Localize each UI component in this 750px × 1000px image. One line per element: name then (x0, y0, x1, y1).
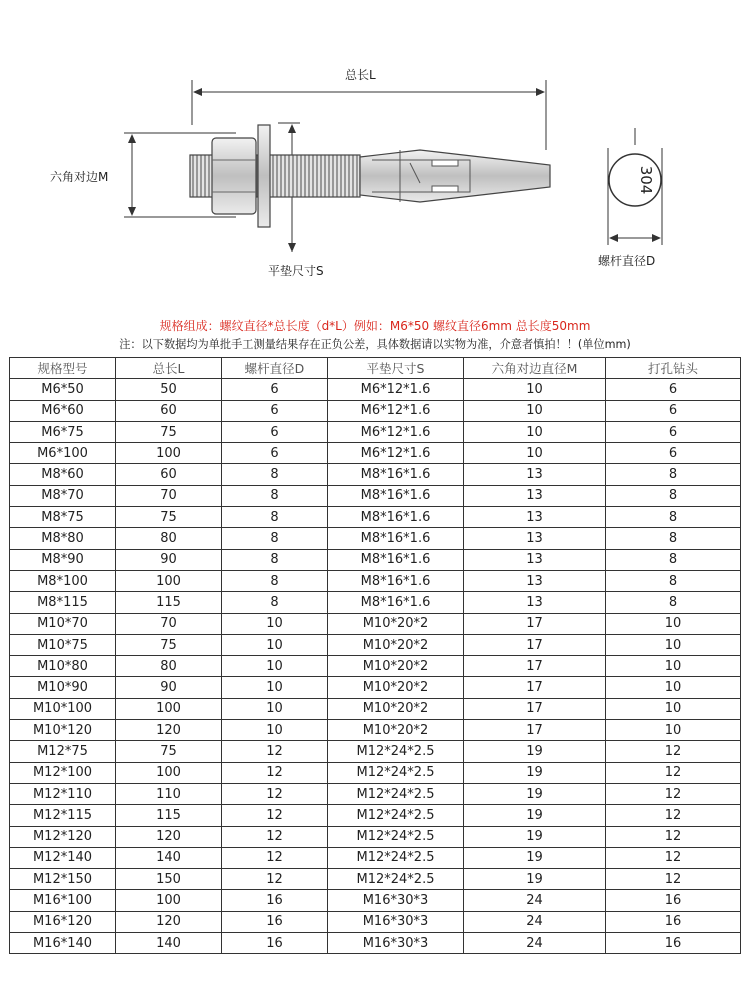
table-cell: 12 (606, 783, 741, 804)
column-header: 六角对边直径M (464, 358, 606, 379)
table-cell: M12*24*2.5 (328, 869, 464, 890)
table-cell: 100 (116, 762, 222, 783)
table-cell: M8*100 (10, 570, 116, 591)
table-cell: 16 (222, 911, 328, 932)
table-cell: 12 (222, 826, 328, 847)
table-cell: 10 (222, 656, 328, 677)
table-cell: 75 (116, 634, 222, 655)
table-header-row (10, 358, 741, 379)
table-body (10, 379, 741, 954)
table-cell: 110 (116, 783, 222, 804)
table-row (10, 741, 741, 762)
table-cell: 8 (606, 528, 741, 549)
table-cell: 10 (222, 634, 328, 655)
table-cell: 10 (222, 698, 328, 719)
table-cell: M6*100 (10, 443, 116, 464)
table-cell: 8 (222, 464, 328, 485)
table-row (10, 592, 741, 613)
table-cell: 100 (116, 698, 222, 719)
table-cell: M10*20*2 (328, 634, 464, 655)
table-cell: 12 (606, 805, 741, 826)
column-header: 规格型号 (10, 358, 116, 379)
spec-composition-line: 规格组成：螺纹直径*总长度（d*L）例如：M6*50 螺纹直径6mm 总长度50mm (159, 319, 591, 333)
table-cell: M8*16*1.6 (328, 549, 464, 570)
table-cell: M12*24*2.5 (328, 847, 464, 868)
table-cell: 19 (464, 741, 606, 762)
measurement-note: 注：以下数据均为单批手工测量结果存在正负公差，具体数据请以实物为准，介意者慎拍！！(单位mm) (119, 338, 631, 351)
table-cell: 10 (464, 400, 606, 421)
table-cell: M8*60 (10, 464, 116, 485)
table-cell: 10 (606, 656, 741, 677)
table-cell: 60 (116, 400, 222, 421)
table-cell: 10 (606, 720, 741, 741)
column-header: 螺杆直径D (222, 358, 328, 379)
table-cell: 100 (116, 443, 222, 464)
table-cell: M6*12*1.6 (328, 379, 464, 400)
table-cell: M16*100 (10, 890, 116, 911)
table-row (10, 698, 741, 719)
table-cell: 16 (222, 933, 328, 954)
table-row (10, 421, 741, 442)
table-cell: M6*12*1.6 (328, 421, 464, 442)
table-cell: 90 (116, 677, 222, 698)
column-header: 总长L (116, 358, 222, 379)
table-cell: M12*24*2.5 (328, 762, 464, 783)
table-cell: 12 (222, 783, 328, 804)
table-cell: M12*75 (10, 741, 116, 762)
table-cell: M8*16*1.6 (328, 464, 464, 485)
table-row (10, 507, 741, 528)
table-cell: M6*12*1.6 (328, 443, 464, 464)
table-cell: 16 (222, 890, 328, 911)
anchor-bolt (190, 125, 550, 227)
table-cell: 70 (116, 613, 222, 634)
table-cell: 12 (222, 805, 328, 826)
table-cell: 10 (464, 443, 606, 464)
table-cell: 16 (606, 911, 741, 932)
table-row (10, 528, 741, 549)
table-cell: 19 (464, 762, 606, 783)
table-cell: 17 (464, 698, 606, 719)
table-cell: 6 (606, 379, 741, 400)
table-cell: M10*20*2 (328, 698, 464, 719)
table-cell: 12 (606, 826, 741, 847)
table-cell: 12 (606, 847, 741, 868)
table-cell: 8 (606, 592, 741, 613)
table-cell: M10*70 (10, 613, 116, 634)
table-cell: 12 (222, 741, 328, 762)
table-row (10, 656, 741, 677)
total-length-label: 总长L (345, 68, 376, 82)
table-cell: 10 (606, 613, 741, 634)
table-cell: M8*80 (10, 528, 116, 549)
table-row (10, 613, 741, 634)
table-cell: 80 (116, 656, 222, 677)
table-cell: 100 (116, 570, 222, 591)
table-cell: M10*100 (10, 698, 116, 719)
table-cell: M16*140 (10, 933, 116, 954)
table-cell: 75 (116, 741, 222, 762)
table-cell: 8 (606, 570, 741, 591)
table-row (10, 805, 741, 826)
table-cell: 12 (222, 869, 328, 890)
table-cell: 120 (116, 911, 222, 932)
table-cell: M8*16*1.6 (328, 592, 464, 613)
table-cell: 19 (464, 847, 606, 868)
table-row (10, 485, 741, 506)
table-cell: M8*90 (10, 549, 116, 570)
table-cell: M8*16*1.6 (328, 507, 464, 528)
table-cell: 19 (464, 805, 606, 826)
table-cell: 10 (464, 421, 606, 442)
column-header: 打孔钻头 (606, 358, 741, 379)
table-cell: 6 (606, 400, 741, 421)
table-cell: 13 (464, 464, 606, 485)
table-row (10, 379, 741, 400)
table-cell: 16 (606, 933, 741, 954)
table-cell: 50 (116, 379, 222, 400)
table-row (10, 677, 741, 698)
table-cell: 8 (222, 485, 328, 506)
table-row (10, 720, 741, 741)
table-cell: M10*20*2 (328, 656, 464, 677)
table-cell: 10 (606, 677, 741, 698)
hex-width-label: 六角对边M (50, 170, 109, 184)
table-cell: 140 (116, 847, 222, 868)
washer-size-label: 平垫尺寸S (268, 264, 324, 278)
table-cell: 17 (464, 613, 606, 634)
table-cell: 13 (464, 485, 606, 506)
table-cell: 10 (606, 634, 741, 655)
table-cell: M16*120 (10, 911, 116, 932)
table-cell: 6 (606, 421, 741, 442)
table-cell: 8 (222, 549, 328, 570)
table-cell: 8 (606, 485, 741, 506)
table-cell: M12*120 (10, 826, 116, 847)
table-row (10, 762, 741, 783)
table-cell: M6*75 (10, 421, 116, 442)
table-row (10, 443, 741, 464)
table-row (10, 464, 741, 485)
table-row (10, 634, 741, 655)
table-cell: 75 (116, 507, 222, 528)
table-cell: M12*140 (10, 847, 116, 868)
table-cell: M6*60 (10, 400, 116, 421)
table-cell: M8*16*1.6 (328, 485, 464, 506)
table-cell: M12*24*2.5 (328, 805, 464, 826)
end-view (608, 128, 662, 245)
table-cell: M6*12*1.6 (328, 400, 464, 421)
table-cell: 100 (116, 890, 222, 911)
table-cell: M16*30*3 (328, 933, 464, 954)
table-cell: 6 (222, 443, 328, 464)
table-cell: 8 (222, 592, 328, 613)
table-row (10, 933, 741, 954)
table-cell: 19 (464, 783, 606, 804)
table-cell: M8*115 (10, 592, 116, 613)
table-cell: M12*24*2.5 (328, 783, 464, 804)
table-cell: 60 (116, 464, 222, 485)
table-cell: 75 (116, 421, 222, 442)
table-row (10, 847, 741, 868)
table-cell: 10 (606, 698, 741, 719)
table-cell: 24 (464, 911, 606, 932)
table-cell: M10*20*2 (328, 677, 464, 698)
table-cell: 6 (222, 400, 328, 421)
table-cell: 12 (222, 762, 328, 783)
table-cell: M10*20*2 (328, 720, 464, 741)
table-cell: 13 (464, 570, 606, 591)
table-row (10, 911, 741, 932)
table-cell: M8*75 (10, 507, 116, 528)
table-cell: 13 (464, 592, 606, 613)
table-cell: 80 (116, 528, 222, 549)
table-cell: 115 (116, 592, 222, 613)
table-cell: 17 (464, 634, 606, 655)
table-cell: M12*110 (10, 783, 116, 804)
table-cell: 6 (222, 379, 328, 400)
table-cell: M6*50 (10, 379, 116, 400)
table-cell: 6 (606, 443, 741, 464)
column-header: 平垫尺寸S (328, 358, 464, 379)
table-cell: M12*24*2.5 (328, 741, 464, 762)
table-cell: 8 (222, 528, 328, 549)
table-cell: M8*16*1.6 (328, 528, 464, 549)
table-row (10, 549, 741, 570)
table-cell: 6 (222, 421, 328, 442)
table-cell: 10 (464, 379, 606, 400)
end-view-marking: 304 (637, 165, 655, 195)
table-cell: 90 (116, 549, 222, 570)
table-row (10, 570, 741, 591)
table-row (10, 869, 741, 890)
table-cell: 12 (606, 762, 741, 783)
table-cell: M8*16*1.6 (328, 570, 464, 591)
table-cell: 10 (222, 677, 328, 698)
table-cell: 8 (222, 507, 328, 528)
table-cell: M10*80 (10, 656, 116, 677)
table-cell: 19 (464, 826, 606, 847)
table-cell: 8 (606, 507, 741, 528)
spec-table (9, 357, 741, 954)
table-cell: 13 (464, 507, 606, 528)
table-cell: 19 (464, 869, 606, 890)
table-row (10, 826, 741, 847)
table-cell: M12*115 (10, 805, 116, 826)
table-cell: M12*150 (10, 869, 116, 890)
table-cell: 8 (222, 570, 328, 591)
table-cell: 12 (606, 869, 741, 890)
table-cell: M10*90 (10, 677, 116, 698)
table-cell: 17 (464, 720, 606, 741)
table-row (10, 783, 741, 804)
table-cell: M16*30*3 (328, 911, 464, 932)
table-cell: 120 (116, 826, 222, 847)
table-cell: 13 (464, 549, 606, 570)
table-row (10, 400, 741, 421)
table-cell: 115 (116, 805, 222, 826)
table-cell: 17 (464, 677, 606, 698)
table-cell: M10*20*2 (328, 613, 464, 634)
table-cell: 16 (606, 890, 741, 911)
table-cell: M8*70 (10, 485, 116, 506)
table-cell: M16*30*3 (328, 890, 464, 911)
table-cell: 12 (606, 741, 741, 762)
table-cell: 140 (116, 933, 222, 954)
table-cell: 13 (464, 528, 606, 549)
table-cell: 24 (464, 890, 606, 911)
table-cell: 8 (606, 549, 741, 570)
table-cell: 12 (222, 847, 328, 868)
table-cell: 17 (464, 656, 606, 677)
table-cell: 24 (464, 933, 606, 954)
table-cell: 120 (116, 720, 222, 741)
table-cell: M10*120 (10, 720, 116, 741)
table-cell: M10*75 (10, 634, 116, 655)
table-cell: 150 (116, 869, 222, 890)
table-cell: M12*24*2.5 (328, 826, 464, 847)
table-row (10, 890, 741, 911)
table-cell: 8 (606, 464, 741, 485)
table-cell: 10 (222, 720, 328, 741)
table-cell: 10 (222, 613, 328, 634)
table-cell: M12*100 (10, 762, 116, 783)
rod-diameter-label: 螺杆直径D (598, 254, 656, 268)
table-cell: 70 (116, 485, 222, 506)
